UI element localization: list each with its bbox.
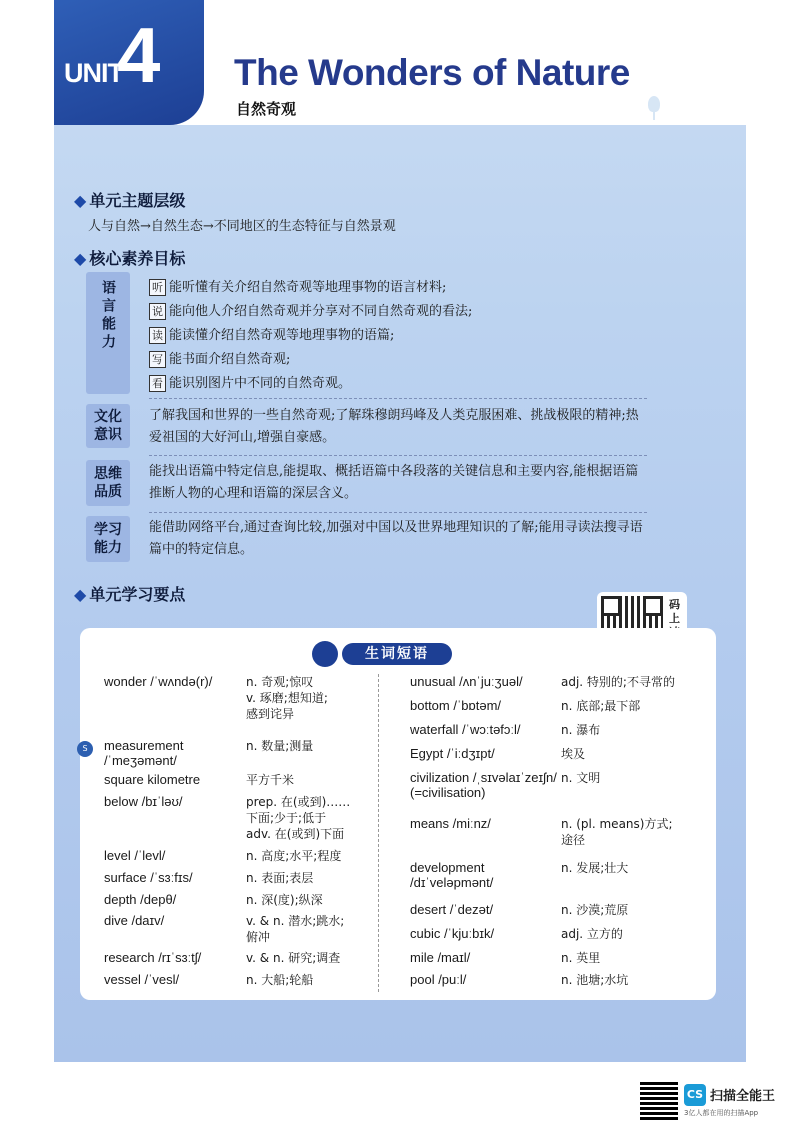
label-culture: 文化意识 — [86, 404, 130, 448]
section-points-heading: ◆ 单元学习要点 — [74, 585, 186, 604]
app-tagline: 3亿人都在用的扫描App — [684, 1109, 759, 1117]
vocab-word: research /rɪˈsɜːtʃ/ — [104, 950, 202, 965]
vocab-meaning: n. 文明 — [561, 771, 601, 785]
column-divider — [378, 674, 379, 992]
vocab-meaning: n. 沙漠;荒原 — [561, 903, 629, 917]
unit-tab — [54, 0, 204, 125]
skill-text: 能听懂有关介绍自然奇观等地理事物的语言材料; — [169, 280, 447, 295]
skill-item — [149, 276, 446, 296]
vocab-meaning: n. 深(度);纵深 — [246, 893, 323, 907]
vocab-word: desert /ˈdezət/ — [410, 902, 494, 917]
tree-trunk-icon — [653, 110, 655, 120]
vocab-word: unusual /ʌnˈjuːʒuəl/ — [410, 674, 523, 689]
vocab-word: below /bɪˈləʊ/ — [104, 794, 183, 809]
vocab-word: surface /ˈsɜːfɪs/ — [104, 870, 193, 885]
vocab-meaning: n. 发展;壮大 — [561, 861, 629, 875]
app-name: 扫描全能王 — [710, 1089, 776, 1104]
vocab-meaning: v. & n. 研究;调查 — [246, 951, 341, 965]
page-title: The Wonders of Nature — [234, 52, 630, 93]
thinking-text: 能找出语篇中特定信息,能提取、概括语篇中各段落的关键信息和主要内容,能根据语篇推断人物的心理和语篇的深层含义。 — [149, 464, 639, 501]
skill-text: 能读懂介绍自然奇观等地理事物的语篇; — [169, 328, 395, 343]
vocab-word: civilization /ˌsɪvəlaɪˈzeɪʃn/ (=civilisation) — [410, 770, 557, 800]
page-subtitle: 自然奇观 — [236, 100, 297, 118]
label-learning: 学习能力 — [86, 516, 130, 562]
vocab-meaning: n. 瀑布 — [561, 723, 601, 737]
vocab-word: level /ˈlevl/ — [104, 848, 166, 863]
section-theme-heading: ◆ 单元主题层级 — [74, 191, 186, 210]
vocab-badge-label: 生词短语 — [342, 643, 452, 665]
skill-icon: 读 — [149, 327, 166, 344]
qr-code-icon — [640, 1082, 678, 1120]
unit-number: 4 — [117, 11, 161, 99]
culture-text: 了解我国和世界的一些自然奇观;了解珠穆朗玛峰及人类克服困难、挑战极限的精神;热爱祖国的大好河山,增强自豪感。 — [149, 408, 639, 445]
vocab-meaning: 平方千米 — [246, 773, 295, 787]
vocab-meaning: v. & n. 潜水;跳水; 俯冲 — [246, 914, 345, 944]
bullet-icon: ◆ — [74, 249, 87, 268]
theme-text: 人与自然→自然生态→不同地区的生态特征与自然景观 — [88, 219, 396, 234]
vocab-meaning: prep. 在(或到)…… 下面;少于;低于 adv. 在(或到)下面 — [246, 795, 351, 841]
vocab-word: waterfall /ˈwɔːtəfɔːl/ — [410, 722, 521, 737]
vocab-word: square kilometre — [104, 772, 201, 787]
skill-icon: 写 — [149, 351, 166, 368]
skill-item — [149, 324, 394, 344]
vocab-word: development /dɪˈveləpmənt/ — [410, 860, 494, 890]
vocab-meaning: n. 数量;测量 — [246, 739, 314, 753]
skill-icon: 说 — [149, 303, 166, 320]
skill-item — [149, 372, 351, 392]
skill-icon: 听 — [149, 279, 166, 296]
vocab-meaning: adj. 特别的;不寻常的 — [561, 675, 675, 689]
vocab-word: mile /maɪl/ — [410, 950, 471, 965]
learning-text: 能借助网络平台,通过查询比较,加强对中国以及世界地理知识的了解;能用寻读法搜寻语篇中的特定信息。 — [149, 520, 643, 557]
vocab-badge — [312, 641, 456, 667]
vocab-meaning: n. 大船;轮船 — [246, 973, 314, 987]
qr-label: 码上 — [669, 598, 680, 625]
vocab-meaning: n. 英里 — [561, 951, 601, 965]
audio-icon[interactable]: S — [77, 741, 93, 757]
section-core-heading: ◆ 核心素养目标 — [74, 249, 186, 268]
vocab-meaning: n. 高度;水平;程度 — [246, 849, 342, 863]
vocab-word: pool /puːl/ — [410, 972, 467, 987]
divider — [149, 398, 647, 399]
skill-text: 能书面介绍自然奇观; — [169, 352, 291, 367]
skill-text: 能向他人介绍自然奇观并分享对不同自然奇观的看法; — [169, 304, 473, 319]
vocab-word: bottom /ˈbɒtəm/ — [410, 698, 502, 713]
vocab-word: wonder /ˈwʌndə(r)/ — [104, 674, 213, 689]
divider — [149, 455, 647, 456]
vocab-word: depth /depθ/ — [104, 892, 177, 907]
scanner-watermark — [640, 1082, 776, 1120]
skill-item — [149, 348, 290, 368]
divider — [149, 512, 647, 513]
label-language: 语言能力 — [86, 272, 130, 394]
textbook-page — [54, 0, 746, 1062]
app-logo-icon: CS — [684, 1084, 706, 1106]
skill-text: 能识别图片中不同的自然奇观。 — [169, 376, 352, 391]
label-thinking: 思维品质 — [86, 460, 130, 506]
skill-icon: 看 — [149, 375, 166, 392]
vocab-word: means /miːnz/ — [410, 816, 491, 831]
unit-label: UNIT — [64, 58, 123, 88]
vocab-meaning: n. 表面;表层 — [246, 871, 314, 885]
vocab-word: dive /daɪv/ — [104, 913, 165, 928]
vocab-meaning: n. 奇观;惊叹 v. 琢磨;想知道; 感到诧异 — [246, 675, 328, 721]
vocab-meaning: n. 池塘;水坑 — [561, 973, 629, 987]
vocab-word: cubic /ˈkjuːbɪk/ — [410, 926, 495, 941]
bullet-icon: ◆ — [74, 191, 87, 210]
vocab-meaning: adj. 立方的 — [561, 927, 623, 941]
bullet-icon: ◆ — [74, 585, 87, 604]
vocab-word: Egypt /ˈiːdʒɪpt/ — [410, 746, 495, 761]
page-header — [54, 0, 746, 125]
vocab-meaning: n. (pl. means)方式; 途径 — [561, 817, 673, 847]
vocab-word: measurement /ˈmeʒəmənt/ — [104, 738, 184, 768]
vocab-word: vessel /ˈvesl/ — [104, 972, 180, 987]
vocab-meaning: n. 底部;最下部 — [561, 699, 641, 713]
bird-icon — [312, 641, 338, 667]
vocab-card — [80, 628, 716, 1000]
vocab-meaning: 埃及 — [561, 747, 586, 761]
skill-item — [149, 300, 472, 320]
